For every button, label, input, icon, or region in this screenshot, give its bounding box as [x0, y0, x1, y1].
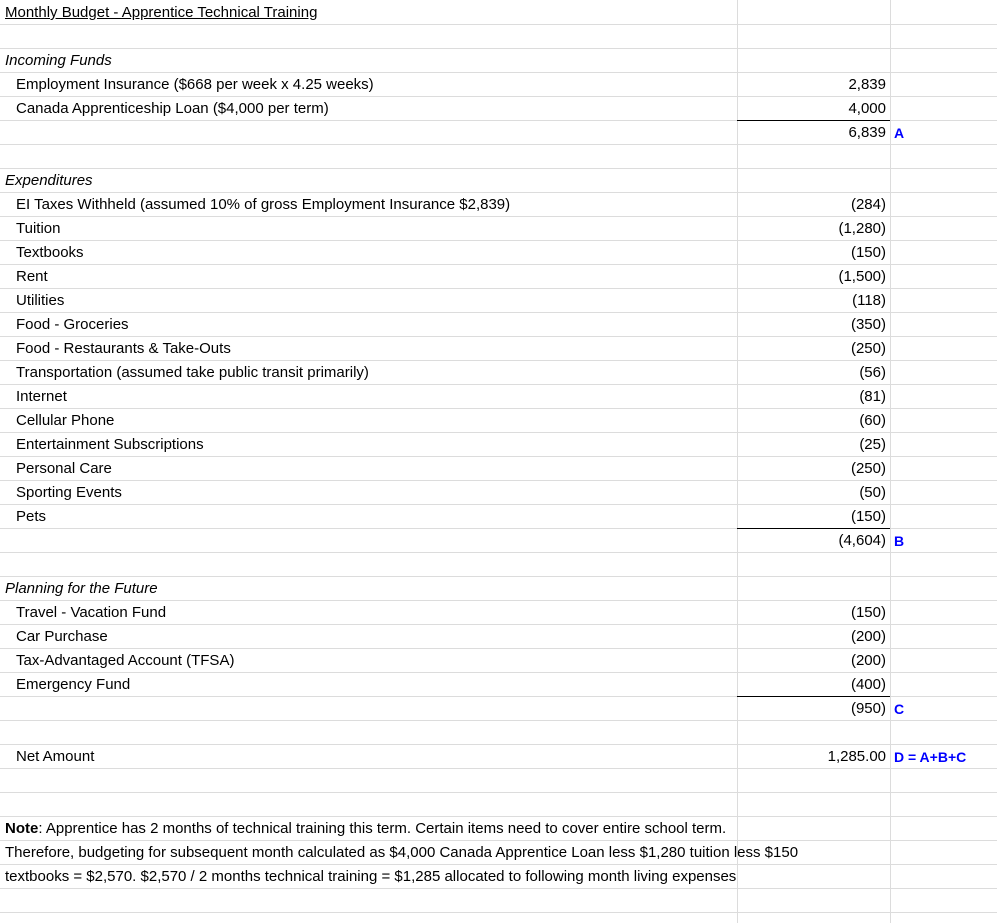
expense-value: (56): [859, 364, 886, 381]
section-header-planning: Planning for the Future: [5, 580, 158, 597]
expense-value: (284): [850, 196, 886, 213]
expense-value: (118): [852, 292, 886, 309]
note-label: Note: [5, 820, 39, 837]
incoming-total: 6,839: [848, 124, 886, 141]
grid-row: [0, 49, 997, 73]
income-value: 2,839: [848, 76, 886, 93]
expense-value: (1,500): [838, 268, 886, 285]
expense-label: Transportation (assumed take public transit primarily): [16, 364, 369, 381]
planning-value: (200): [850, 652, 886, 669]
note-line-2: Therefore, budgeting for subsequent month calculated as $4,000 Canada Apprentice Loan less $1,280 tuition less $150: [5, 844, 799, 861]
grid-row: [0, 553, 997, 577]
grid-row: [0, 289, 997, 313]
expenditures-total-tag: B: [894, 533, 905, 549]
expense-label: Tuition: [16, 220, 61, 237]
expense-label: Sporting Events: [16, 484, 122, 501]
expense-value: (50): [859, 484, 886, 501]
expense-label: Food - Groceries: [16, 316, 129, 333]
incoming-total-tag: A: [894, 125, 905, 141]
sheet-title: Monthly Budget - Apprentice Technical Training: [5, 4, 318, 21]
expense-value: (250): [850, 340, 886, 357]
grid-row: [0, 145, 997, 169]
net-amount-label: Net Amount: [16, 748, 95, 765]
note-line-1: [5, 817, 885, 841]
expense-label: Food - Restaurants & Take-Outs: [16, 340, 231, 357]
grid-row: [0, 721, 997, 745]
expense-value: (1,280): [838, 220, 886, 237]
expense-value: (150): [850, 508, 886, 525]
expense-value: (81): [859, 388, 886, 405]
expense-value: (60): [859, 412, 886, 429]
grid-row: [0, 169, 997, 193]
note-block: [5, 817, 885, 889]
grid-row: [0, 793, 997, 817]
grid-row: [0, 409, 997, 433]
grid-row: [0, 673, 997, 697]
expense-value: (150): [850, 244, 886, 261]
planning-label: Emergency Fund: [16, 676, 131, 693]
planning-value: (150): [850, 604, 886, 621]
expense-value: (250): [850, 460, 886, 477]
grid-row: [0, 385, 997, 409]
grid-row: [0, 313, 997, 337]
planning-total: (950): [850, 700, 886, 717]
planning-value: (200): [850, 628, 886, 645]
expense-label: Personal Care: [16, 460, 112, 477]
income-label: Canada Apprenticeship Loan ($4,000 per term): [16, 100, 329, 117]
grid-row: [0, 457, 997, 481]
grid-column-line: [890, 0, 891, 923]
expense-value: (25): [859, 436, 886, 453]
grid-column-line: [737, 0, 738, 923]
income-value: 4,000: [848, 100, 886, 117]
planning-total-tag: C: [894, 701, 905, 717]
note-line-3: textbooks = $2,570. $2,570 / 2 months technical training = $1,285 allocated to following month living expenses: [5, 868, 737, 885]
net-amount-formula: D = A+B+C: [894, 749, 967, 765]
section-header-expenditures: Expenditures: [5, 172, 93, 189]
expense-label: Textbooks: [16, 244, 84, 261]
income-label: Employment Insurance ($668 per week x 4.25 weeks): [16, 76, 374, 93]
expense-label: Entertainment Subscriptions: [16, 436, 204, 453]
grid-row: [0, 889, 997, 913]
note-text-1: : Apprentice has 2 months of technical training this term. Certain items need to cover entire school term.: [38, 820, 727, 837]
expense-label: Internet: [16, 388, 67, 405]
expense-label: Cellular Phone: [16, 412, 115, 429]
section-header-incoming: Incoming Funds: [5, 52, 112, 69]
grid-row: [0, 505, 997, 529]
expenditures-total: (4,604): [838, 532, 886, 549]
grid-row: [0, 481, 997, 505]
planning-label: Car Purchase: [16, 628, 108, 645]
expense-value: (350): [850, 316, 886, 333]
grid-row: [0, 697, 997, 721]
expense-label: EI Taxes Withheld (assumed 10% of gross Employment Insurance $2,839): [16, 196, 511, 213]
grid-row: [0, 25, 997, 49]
grid-row: [0, 121, 997, 145]
planning-label: Tax-Advantaged Account (TFSA): [16, 652, 235, 669]
grid-row: [0, 625, 997, 649]
planning-value: (400): [850, 676, 886, 693]
expense-label: Pets: [16, 508, 47, 525]
grid-row: [0, 769, 997, 793]
planning-label: Travel - Vacation Fund: [16, 604, 167, 621]
net-amount-value: 1,285.00: [827, 748, 886, 765]
expense-label: Rent: [16, 268, 48, 285]
expense-label: Utilities: [16, 292, 65, 309]
grid-row: [0, 241, 997, 265]
